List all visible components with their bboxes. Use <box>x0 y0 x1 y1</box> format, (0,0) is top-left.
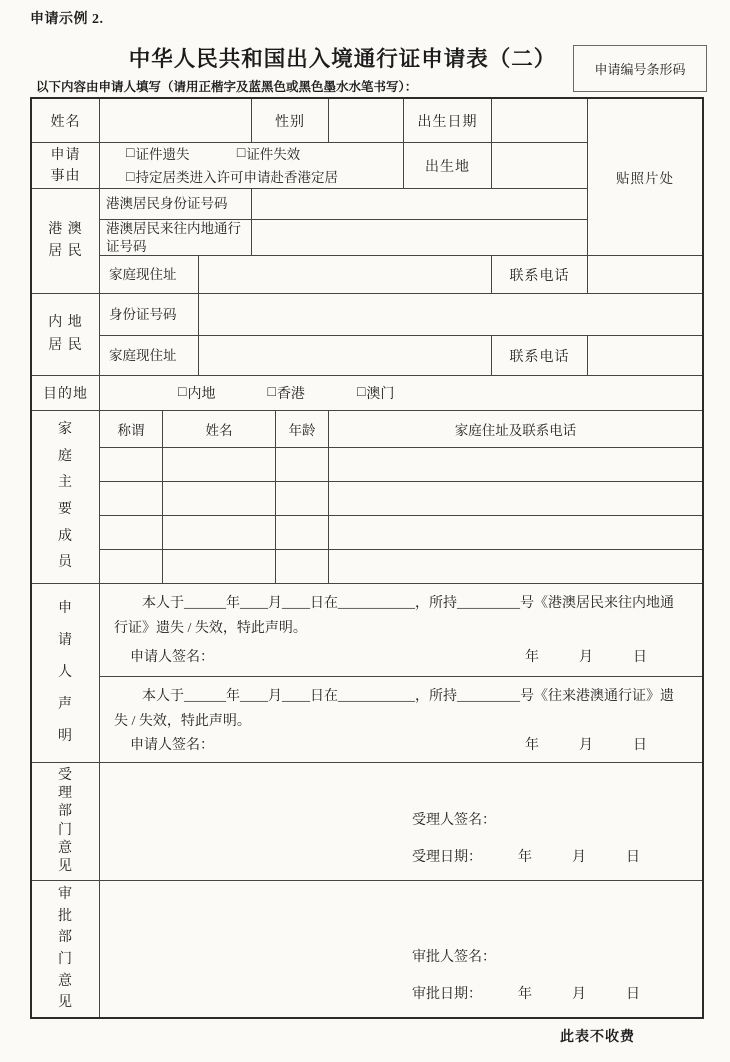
mainland-home-address-field[interactable] <box>199 336 492 376</box>
birth-place-field[interactable] <box>492 143 588 189</box>
gender-label: 性别 <box>252 99 329 143</box>
month-unit: 月 <box>579 738 593 753</box>
declaration-statement-1: 本人于______年____月____日在___________，所持_________号《港澳居民来往内地通行证》遗失 / 失效，特此声明。 <box>114 596 674 636</box>
form-title: 中华人民共和国出入境通行证申请表（二） <box>128 47 557 71</box>
checkbox-icon[interactable]: □ <box>356 385 366 400</box>
acceptance-date-row: 受理日期： 年 月 日 <box>412 846 640 866</box>
family-age-field-4[interactable] <box>276 550 329 584</box>
reason-option-row-1 <box>126 143 300 166</box>
day-unit: 日 <box>633 650 647 665</box>
year-unit: 年 <box>525 650 539 665</box>
acceptance-opinion-cell[interactable] <box>100 763 702 881</box>
barcode-box <box>573 45 707 92</box>
checkbox-icon[interactable]: □ <box>126 169 135 185</box>
gender-field[interactable] <box>329 99 404 143</box>
year-unit: 年 <box>525 738 539 753</box>
birth-place-label: 出生地 <box>404 143 492 189</box>
family-title-field-1[interactable] <box>100 448 163 482</box>
day-unit: 日 <box>633 738 647 753</box>
checkbox-icon[interactable]: □ <box>236 146 246 162</box>
reason-option-invalid: □ 证件失效 <box>237 143 300 165</box>
family-address-field-4[interactable] <box>329 550 702 584</box>
destination-label: 目的地 <box>32 376 100 411</box>
family-section-label: 家庭主要成员 <box>32 411 100 584</box>
photo-area <box>588 99 702 256</box>
example-label: 申请示例 2. <box>30 12 104 27</box>
reason-label: 申请事由 <box>32 143 100 189</box>
family-age-field-2[interactable] <box>276 482 329 516</box>
family-name-field-1[interactable] <box>163 448 276 482</box>
acceptance-section-label: 受理部门意见 <box>32 763 100 881</box>
month-unit: 月 <box>572 987 586 1002</box>
family-address-field-2[interactable] <box>329 482 702 516</box>
family-header-address-phone: 家庭住址及联系电话 <box>329 411 702 448</box>
checkbox-icon[interactable]: □ <box>126 146 135 162</box>
birth-date-label: 出生日期 <box>404 99 492 143</box>
name-label: 姓名 <box>32 99 100 143</box>
approval-section-label: 审批部门意见 <box>32 881 100 1017</box>
declaration-section-label: 申请人声明 <box>32 584 100 763</box>
barcode-box-label: 申请编号条形码 <box>594 62 686 77</box>
family-age-field-1[interactable] <box>276 448 329 482</box>
hkmo-permit-number-label: 港澳居民来往内地通行证号码 <box>100 220 252 256</box>
hkmo-id-number-field[interactable] <box>252 189 588 220</box>
approval-sign-label: 审批人签名： <box>412 950 496 965</box>
family-address-field-1[interactable] <box>329 448 702 482</box>
approval-date-row: 审批日期： 年 月 日 <box>412 983 640 1003</box>
reason-option-row-2 <box>126 166 338 189</box>
declaration-sign-row-1 <box>100 646 702 666</box>
birth-date-field[interactable] <box>492 99 588 143</box>
family-title-field-3[interactable] <box>100 516 163 550</box>
reason-options-cell <box>100 143 404 189</box>
hkmo-home-address-label: 家庭现住址 <box>100 256 199 294</box>
no-fee-note: 此表不收费 <box>560 1030 635 1045</box>
acceptance-sign-label: 受理人签名： <box>412 813 496 828</box>
year-unit: 年 <box>518 987 532 1002</box>
fill-instruction: 以下内容由申请人填写（请用正楷字及蓝黑色或黑色墨水水笔书写）： <box>36 80 418 94</box>
family-title-field-2[interactable] <box>100 482 163 516</box>
name-field[interactable] <box>100 99 252 143</box>
hkmo-section-label: 港 澳 居 民 <box>32 189 100 294</box>
year-unit: 年 <box>518 850 532 865</box>
family-address-field-3[interactable] <box>329 516 702 550</box>
family-title-field-4[interactable] <box>100 550 163 584</box>
hkmo-home-address-field[interactable] <box>199 256 492 294</box>
photo-area-label: 贴照片处 <box>616 171 674 186</box>
applicant-sign-label: 申请人签名： <box>130 738 214 753</box>
family-header-age: 年龄 <box>276 411 329 448</box>
family-name-field-3[interactable] <box>163 516 276 550</box>
destination-option-mainland: □ 内地 <box>178 385 216 402</box>
family-age-field-3[interactable] <box>276 516 329 550</box>
mainland-phone-field[interactable] <box>588 336 702 376</box>
checkbox-icon[interactable]: □ <box>267 385 276 400</box>
month-unit: 月 <box>572 850 586 865</box>
mainland-phone-label: 联系电话 <box>492 336 588 376</box>
declaration-sign-row-2 <box>100 734 702 754</box>
application-form-table <box>30 97 704 1019</box>
mainland-id-number-field[interactable] <box>199 294 702 336</box>
declaration-block-1 <box>100 584 702 677</box>
day-unit: 日 <box>626 987 640 1002</box>
reason-option-settle-hk: □ 持定居类进入许可申请赴香港定居 <box>126 167 338 189</box>
mainland-home-address-label: 家庭现住址 <box>100 336 199 376</box>
hkmo-phone-field[interactable] <box>588 256 702 294</box>
approval-opinion-cell[interactable] <box>100 881 702 1017</box>
hkmo-phone-label: 联系电话 <box>492 256 588 294</box>
family-header-title: 称谓 <box>100 411 163 448</box>
month-unit: 月 <box>579 650 593 665</box>
hkmo-id-number-label: 港澳居民身份证号码 <box>100 189 252 220</box>
destination-options-cell <box>100 376 702 411</box>
family-name-field-2[interactable] <box>163 482 276 516</box>
applicant-sign-label: 申请人签名： <box>130 650 214 665</box>
family-header-name: 姓名 <box>163 411 276 448</box>
hkmo-permit-number-field[interactable] <box>252 220 588 256</box>
family-name-field-4[interactable] <box>163 550 276 584</box>
mainland-section-label: 内 地 居 民 <box>32 294 100 376</box>
destination-option-hongkong: □ 香港 <box>267 385 305 402</box>
declaration-block-2 <box>100 677 702 763</box>
day-unit: 日 <box>626 850 640 865</box>
declaration-statement-2: 本人于______年____月____日在___________，所持_________号《往来港澳通行证》遗失 / 失效，特此声明。 <box>114 689 674 729</box>
mainland-id-number-label: 身份证号码 <box>100 294 199 336</box>
reason-option-lost: □ 证件遗失 <box>126 143 189 165</box>
destination-option-macao: □ 澳门 <box>356 385 395 402</box>
checkbox-icon[interactable]: □ <box>178 385 187 400</box>
